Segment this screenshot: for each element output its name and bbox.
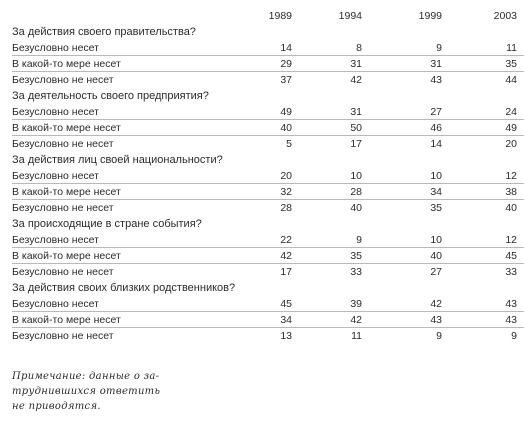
- row-label: Безусловно не несет: [12, 74, 114, 86]
- row-label: В какой-то мере несет: [12, 122, 121, 134]
- cell-value: 40: [280, 122, 292, 134]
- year-header: 1989: [268, 10, 292, 22]
- cell-value: 14: [280, 42, 292, 54]
- table-row: [12, 72, 524, 88]
- row-label: В какой-то мере несет: [12, 58, 121, 70]
- note-line: не приводятся.: [12, 401, 101, 412]
- row-label: В какой-то мере несет: [12, 186, 121, 198]
- cell-value: 17: [350, 138, 362, 150]
- cell-value: 32: [280, 186, 292, 198]
- cell-value: 9: [356, 234, 362, 246]
- row-label: Безусловно не несет: [12, 138, 114, 150]
- cell-value: 14: [430, 138, 442, 150]
- table-row: [12, 184, 524, 200]
- cell-value: 27: [430, 106, 442, 118]
- cell-value: 37: [280, 74, 292, 86]
- table-row: [12, 296, 524, 312]
- cell-value: 45: [505, 250, 517, 262]
- row-label: Безусловно не несет: [12, 266, 114, 278]
- cell-value: 42: [280, 250, 292, 262]
- row-label: В какой-то мере несет: [12, 250, 121, 262]
- cell-value: 24: [505, 106, 517, 118]
- table-row: [12, 136, 524, 152]
- row-label: Безусловно несет: [12, 106, 99, 118]
- cell-value: 12: [505, 234, 517, 246]
- table-row: [12, 264, 524, 280]
- cell-value: 34: [280, 314, 292, 326]
- section-title: За происходящие в стране события?: [12, 218, 202, 230]
- cell-value: 13: [280, 330, 292, 342]
- cell-value: 28: [280, 202, 292, 214]
- row-label: Безусловно не несет: [12, 330, 114, 342]
- table-row: [12, 104, 524, 120]
- cell-value: 31: [350, 106, 362, 118]
- cell-value: 10: [430, 170, 442, 182]
- year-header: 1999: [418, 10, 442, 22]
- cell-value: 8: [356, 42, 362, 54]
- section-title: За действия лиц своей национальности?: [12, 154, 223, 166]
- cell-value: 50: [350, 122, 362, 134]
- cell-value: 49: [505, 122, 517, 134]
- year-header: 1994: [338, 10, 362, 22]
- cell-value: 10: [350, 170, 362, 182]
- cell-value: 20: [280, 170, 292, 182]
- cell-value: 42: [350, 74, 362, 86]
- cell-value: 29: [280, 58, 292, 70]
- cell-value: 42: [430, 298, 442, 310]
- cell-value: 9: [511, 330, 517, 342]
- cell-value: 40: [430, 250, 442, 262]
- cell-value: 35: [350, 250, 362, 262]
- table-row: [12, 200, 524, 216]
- cell-value: 31: [430, 58, 442, 70]
- cell-value: 9: [436, 330, 442, 342]
- cell-value: 43: [430, 314, 442, 326]
- section-title: За действия своего правительства?: [12, 26, 196, 38]
- cell-value: 10: [430, 234, 442, 246]
- cell-value: 9: [436, 42, 442, 54]
- cell-value: 35: [430, 202, 442, 214]
- table-note: [12, 369, 182, 414]
- cell-value: 35: [505, 58, 517, 70]
- cell-value: 17: [280, 266, 292, 278]
- cell-value: 46: [430, 122, 442, 134]
- row-label: Безусловно несет: [12, 298, 99, 310]
- table-row: [12, 40, 524, 56]
- cell-value: 42: [350, 314, 362, 326]
- cell-value: 49: [280, 106, 292, 118]
- cell-value: 11: [506, 42, 517, 54]
- year-header-row: [12, 8, 524, 24]
- cell-value: 28: [350, 186, 362, 198]
- row-label: Безусловно несет: [12, 170, 99, 182]
- year-header: 2003: [493, 10, 517, 22]
- cell-value: 39: [350, 298, 362, 310]
- note-line: Примечание: данные о за-: [12, 371, 160, 382]
- table-row: [12, 312, 524, 328]
- cell-value: 43: [430, 74, 442, 86]
- table-row: [12, 168, 524, 184]
- cell-value: 40: [505, 202, 517, 214]
- row-label: В какой-то мере несет: [12, 314, 121, 326]
- table-row: [12, 328, 524, 344]
- cell-value: 43: [505, 298, 517, 310]
- cell-value: 22: [280, 234, 292, 246]
- cell-value: 34: [430, 186, 442, 198]
- table-row: [12, 56, 524, 72]
- cell-value: 33: [350, 266, 362, 278]
- note-line: труднившихся ответить: [12, 386, 161, 397]
- row-label: Безусловно несет: [12, 234, 99, 246]
- row-label: Безусловно несет: [12, 42, 99, 54]
- cell-value: 12: [505, 170, 517, 182]
- section-title: За деятельность своего предприятия?: [12, 90, 209, 102]
- table-row: [12, 232, 524, 248]
- cell-value: 27: [430, 266, 442, 278]
- table-row: [12, 120, 524, 136]
- cell-value: 11: [351, 330, 362, 342]
- cell-value: 5: [286, 138, 292, 150]
- section-title: За действия своих близких родственников?: [12, 282, 236, 294]
- cell-value: 33: [505, 266, 517, 278]
- cell-value: 43: [505, 314, 517, 326]
- cell-value: 38: [505, 186, 517, 198]
- cell-value: 44: [505, 74, 517, 86]
- survey-table: [12, 8, 524, 344]
- cell-value: 20: [505, 138, 517, 150]
- cell-value: 40: [350, 202, 362, 214]
- table-row: [12, 248, 524, 264]
- cell-value: 31: [350, 58, 362, 70]
- row-label: Безусловно не несет: [12, 202, 114, 214]
- cell-value: 45: [280, 298, 292, 310]
